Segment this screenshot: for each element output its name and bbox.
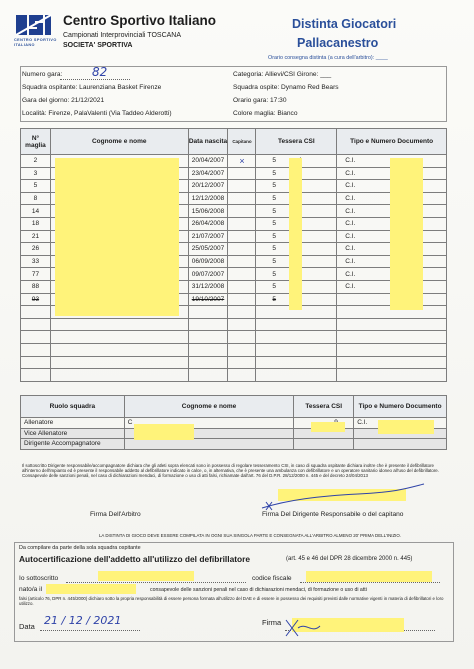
defib-small-label: Da compilare da parte della sola squadra ospitante xyxy=(19,545,141,551)
numero-gara-label: Numero gara: xyxy=(22,71,63,78)
document-type: C.I. xyxy=(345,283,356,291)
staff-document: C.I. xyxy=(354,418,447,429)
empty-cell xyxy=(50,343,188,356)
defib-title: Autocertificazione dell'addetto all'utilizzo del defibrillatore xyxy=(19,554,251,564)
empty-cell xyxy=(188,331,228,344)
empty-player-row xyxy=(21,356,447,369)
data-label: Data xyxy=(19,622,35,631)
empty-cell xyxy=(228,306,256,319)
empty-cell xyxy=(188,343,228,356)
col-header-tessera: Tessera CSI xyxy=(256,129,337,155)
empty-cell xyxy=(228,356,256,369)
empty-cell xyxy=(188,318,228,331)
empty-cell xyxy=(337,343,447,356)
org-title: Centro Sportivo Italiano xyxy=(63,13,217,28)
player-birthdate: 31/12/2008 xyxy=(188,280,228,293)
player-number: 8 xyxy=(21,192,51,205)
data-line xyxy=(40,630,140,631)
empty-player-row xyxy=(21,369,447,382)
empty-cell xyxy=(21,356,51,369)
orario-gara: Orario gara: 17:30 xyxy=(233,97,287,104)
player-number: 93 xyxy=(21,293,51,306)
player-number: 33 xyxy=(21,255,51,268)
staff-header-nome: Cognome e nome xyxy=(124,396,293,418)
tessera-part-a: 5 xyxy=(272,207,277,215)
player-birthdate: 20/12/2007 xyxy=(188,180,228,193)
staff-name xyxy=(124,439,293,450)
doc-title-1: Distinta Giocatori xyxy=(292,17,397,31)
tessera-part-a: 5 xyxy=(272,220,277,228)
document-type: C.I. xyxy=(345,232,356,240)
sottoscritto-label: Io sottoscritto xyxy=(19,575,59,582)
col-header-nome: Cognome e nome xyxy=(50,129,188,155)
player-captain-mark xyxy=(228,243,256,256)
tessera-part-a: 5 xyxy=(272,169,277,177)
empty-cell xyxy=(228,369,256,382)
empty-cell xyxy=(188,306,228,319)
document-type: C.I. xyxy=(345,258,356,266)
player-captain-mark xyxy=(228,268,256,281)
player-captain-mark xyxy=(228,217,256,230)
player-captain-mark xyxy=(228,192,256,205)
tessera-part-a: 5 xyxy=(272,258,277,266)
codice-fiscale-label: codice fiscale xyxy=(252,575,292,582)
sottoscritto-line xyxy=(66,582,246,583)
staff-role: Dirigente Accompagnatore xyxy=(21,439,125,450)
player-number: 3 xyxy=(21,167,51,180)
empty-player-row xyxy=(21,343,447,356)
declaration-text: Il sottoscritto Dirigente responsabile/accompagnatore dichiara che gli atleti sopra elencati sono in possesso di regolare tesseramento CSI, in caso di squadra ospitante dichiara inoltre che è presente il defibrillatore all'interno dell'impianto ed è presente il responsabile addetto al defibrillatore indicato in calce, o, in alternativa, che è presente una ambulanza con defibrillatore e un operatore sanitario idoneo all'uso del defibrillatore. Consapevole delle sanzioni penali, nel caso di dichiarazioni mendaci, di formazione o uso di atti falsi, richiamate dall'art. 76 del D.P.R. 28/12/2000 n. 445 e del decreto 24/04/2013 xyxy=(22,463,439,479)
document-type: C.I. xyxy=(345,270,356,278)
empty-cell xyxy=(256,331,337,344)
player-birthdate: 21/07/2007 xyxy=(188,230,228,243)
player-number: 5 xyxy=(21,180,51,193)
header-subtitle-2: SOCIETA' SPORTIVA xyxy=(63,42,133,49)
staff-role: Vice Allenatore xyxy=(21,428,125,439)
player-birthdate: 09/07/2007 xyxy=(188,268,228,281)
firma-arbitro-label: Firma Dell'Arbitro xyxy=(90,511,141,518)
document-type: C.I. xyxy=(345,157,356,165)
numero-gara-value: 82 xyxy=(92,65,108,79)
player-number: 18 xyxy=(21,217,51,230)
tessera-part-a: 5 xyxy=(272,232,277,240)
player-birthdate: 23/04/2007 xyxy=(188,167,228,180)
staff-role: Allenatore xyxy=(21,418,125,429)
dirigente-signature xyxy=(258,478,428,512)
empty-cell xyxy=(21,369,51,382)
empty-cell xyxy=(21,318,51,331)
firma-label: Firma xyxy=(262,618,282,627)
player-birthdate: 12/12/2008 xyxy=(188,192,228,205)
redaction-defib-name xyxy=(98,571,194,581)
player-captain-mark xyxy=(228,255,256,268)
empty-player-row xyxy=(21,318,447,331)
staff-header-tessera: Tessera CSI xyxy=(294,396,354,418)
empty-cell xyxy=(50,318,188,331)
firma-dirigente-label: Firma Del Dirigente Responsabile o del capitano xyxy=(262,511,404,518)
player-captain-mark xyxy=(228,293,256,306)
empty-cell xyxy=(337,331,447,344)
player-number: 14 xyxy=(21,205,51,218)
document-type: C.I. xyxy=(345,182,356,190)
firma-signature xyxy=(282,616,322,640)
player-captain-mark xyxy=(228,205,256,218)
empty-cell xyxy=(256,356,337,369)
data-value: 21 / 12 / 2021 xyxy=(44,614,122,627)
redaction-staff-doc xyxy=(378,420,434,434)
document-type: C.I. xyxy=(345,169,356,177)
col-header-documento: Tipo e Numero Documento xyxy=(337,129,447,155)
empty-cell xyxy=(337,369,447,382)
player-captain-mark xyxy=(228,167,256,180)
consapevole-text: consapevole delle sanzioni penali nel caso di dichiarazioni mendaci, di formazione o uso di atti xyxy=(150,587,367,593)
redaction-names xyxy=(55,158,179,316)
numero-gara-line xyxy=(60,79,130,80)
redaction-documents xyxy=(390,158,423,310)
empty-cell xyxy=(50,331,188,344)
redaction-codice-fiscale xyxy=(306,571,432,582)
defib-declaration: falsi (articolo 76, DPR n. 445/2000) dichiaro sotto la propria responsabilità di essere persona formata all'utilizzo del DAE e di essere in possesso dei requisiti previsti dalle normative vigenti in materia di defibrillatori e loro utilizzo. xyxy=(19,596,444,607)
gara-giorno: Gara del giorno: 21/12/2021 xyxy=(22,97,105,104)
colore-maglia: Colore maglia: Bianco xyxy=(233,110,298,117)
document-type: C.I. xyxy=(345,220,356,228)
empty-cell xyxy=(228,318,256,331)
tessera-part-a: 5 xyxy=(272,195,277,203)
tessera-part-a: 5 xyxy=(272,245,277,253)
empty-cell xyxy=(256,369,337,382)
player-birthdate: 26/04/2008 xyxy=(188,217,228,230)
player-number: 26 xyxy=(21,243,51,256)
squadra-ospite: Squadra ospite: Dynamo Red Bears xyxy=(233,84,339,91)
document-type: C.I. xyxy=(345,195,356,203)
localita: Località: Firenze, PalaValenti (Via Taddeo Alderotti) xyxy=(22,110,172,117)
player-birthdate: 20/04/2007 xyxy=(188,155,228,168)
document-type: C.I. xyxy=(345,207,356,215)
header-subtitle-1: Campionati Interprovinciali TOSCANA xyxy=(63,32,182,39)
doc-title-2: Pallacanestro xyxy=(297,36,379,50)
staff-document xyxy=(354,439,447,450)
logo-text: CENTRO SPORTIVO ITALIANO xyxy=(14,38,57,48)
empty-cell xyxy=(256,318,337,331)
player-captain-mark xyxy=(228,180,256,193)
col-header-capitano: Capitano xyxy=(228,129,256,155)
codice-fiscale-line xyxy=(300,582,440,583)
document-type: C.I. xyxy=(345,245,356,253)
empty-cell xyxy=(228,331,256,344)
player-captain-mark xyxy=(228,280,256,293)
player-number: 2 xyxy=(21,155,51,168)
col-header-data: Data nascita xyxy=(188,129,228,155)
player-birthdate: 19/10/2007 xyxy=(188,293,228,306)
empty-cell xyxy=(188,356,228,369)
player-birthdate: 15/06/2008 xyxy=(188,205,228,218)
empty-cell xyxy=(50,369,188,382)
tessera-part-a: 5 xyxy=(272,283,277,291)
empty-cell xyxy=(21,306,51,319)
empty-cell xyxy=(188,369,228,382)
tessera-part-a: 5 xyxy=(272,182,277,190)
categoria: Categoria: Allievi/CSI Girone: ___ xyxy=(233,71,332,78)
tessera-part-a: 5 xyxy=(272,295,277,303)
consegna-line: Orario consegna distinta (a cura dell'arbitro): ____ xyxy=(268,55,388,61)
notice-text: LA DISTINTA DI GIOCO DEVE ESSERE COMPILATA IN OGNI SUA SINGOLA PARTE E CONSEGNATA ALL'ARBITRO ALMENO 20' PRIMA DELL'INIZIO. xyxy=(98,533,402,538)
player-number: 77 xyxy=(21,268,51,281)
empty-cell xyxy=(337,318,447,331)
staff-name: C xyxy=(124,418,293,429)
redaction-allenatore xyxy=(134,424,194,440)
empty-cell xyxy=(21,331,51,344)
empty-player-row xyxy=(21,331,447,344)
player-number: 88 xyxy=(21,280,51,293)
tessera-part-a: 5 xyxy=(272,270,277,278)
staff-header-ruolo: Ruolo squadra xyxy=(21,396,125,418)
defib-law: (art. 45 e 46 del DPR 28 dicembre 2000 n. 445) xyxy=(286,556,413,562)
player-birthdate: 06/09/2008 xyxy=(188,255,228,268)
squadra-ospitante: Squadra ospitante: Laurenziana Basket Firenze xyxy=(22,84,162,91)
player-captain-mark xyxy=(228,230,256,243)
redaction-tessera xyxy=(289,158,302,310)
staff-tessera xyxy=(294,439,354,450)
empty-cell xyxy=(21,343,51,356)
nato-label: nato/a il xyxy=(19,586,43,593)
empty-cell xyxy=(256,343,337,356)
col-header-maglia: N° maglia xyxy=(21,129,51,155)
empty-cell xyxy=(50,356,188,369)
empty-cell xyxy=(228,343,256,356)
staff-header-documento: Tipo e Numero Documento xyxy=(354,396,447,418)
redaction-nato xyxy=(46,584,136,594)
player-number: 21 xyxy=(21,230,51,243)
player-birthdate: 25/05/2007 xyxy=(188,243,228,256)
empty-cell xyxy=(337,356,447,369)
player-captain-mark: × xyxy=(228,155,256,168)
tessera-part-a: 5 xyxy=(272,157,277,165)
redaction-staff-tessera xyxy=(311,422,345,432)
staff-row xyxy=(21,439,447,450)
